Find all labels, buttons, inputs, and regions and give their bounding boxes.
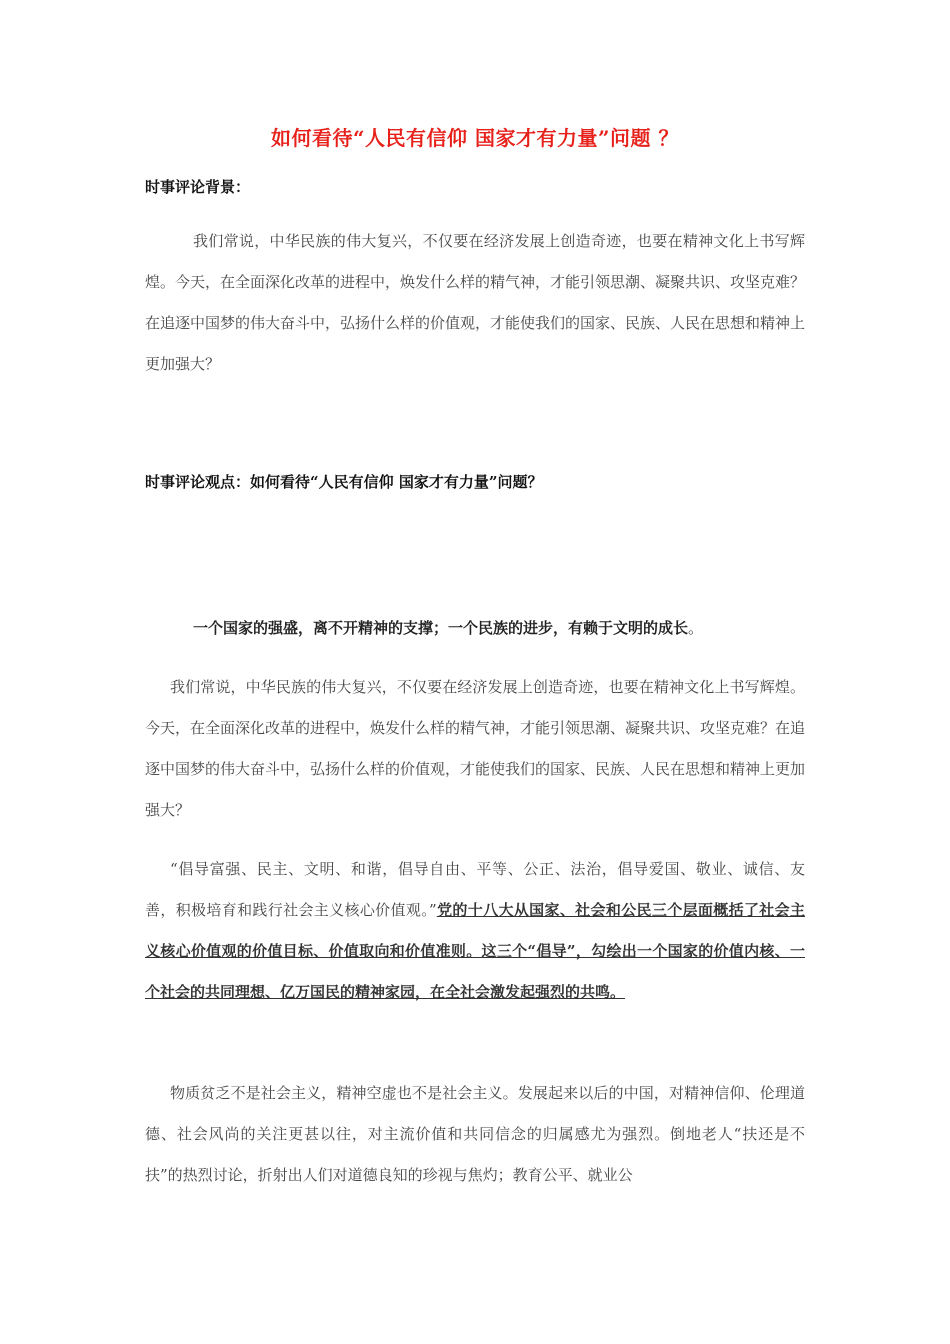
underlined-summary: 党的十八大从国家、社会和公民三个层面概括了社会主义核心价值观的价值目标、价值取向和价值准则。这三个“倡导”，勾绘出一个国家的价值内核、一个社会的共同理想、亿万国民的精神家园，在全社会激发起强烈的共鸣。 — [145, 901, 805, 1001]
background-heading: 时事评论背景： — [145, 178, 251, 196]
document-title: 如何看待“人民有信仰 国家才有力量”问题 ？ — [271, 126, 679, 150]
body-paragraph-4: 物质贫乏不是社会主义，精神空虚也不是社会主义。发展起来以后的中国，对精神信仰、伦理道德、社会风尚的关注更甚以往，对主流价值和共同信念的归属感尤为强烈。倒地老人“扶还是不扶”的热烈讨论，折射出人们对道德良知的珍视与焦灼；教育公平、就业公 — [145, 1084, 805, 1184]
lead-sentence-bold: 一个国家的强盛，离不开精神的支撑；一个民族的进步，有赖于文明的成长 — [193, 619, 689, 637]
lead-sentence — [193, 617, 703, 638]
viewpoint-heading: 时事评论观点：如何看待“人民有信仰 国家才有力量”问题？ — [145, 473, 543, 491]
body-paragraph-2: 我们常说，中华民族的伟大复兴，不仅要在经济发展上创造奇迹，也要在精神文化上书写辉煌。今天，在全面深化改革的进程中，焕发什么样的精气神，才能引领思潮、凝聚共识、攻坚克难？在追逐中国梦的伟大奋斗中，弘扬什么样的价值观，才能使我们的国家、民族、人民在思想和精神上更加强大？ — [145, 678, 806, 819]
background-paragraph: 我们常说，中华民族的伟大复兴，不仅要在经济发展上创造奇迹，也要在精神文化上书写辉煌。今天，在全面深化改革的进程中，焕发什么样的精气神，才能引领思潮、凝聚共识、攻坚克难？在追逐中国梦的伟大奋斗中，弘扬什么样的价值观，才能使我们的国家、民族、人民在思想和精神上更加强大？ — [145, 232, 806, 373]
body-paragraph-3 — [145, 849, 805, 1013]
core-values-quote: “倡导富强、民主、文明、和谐，倡导自由、平等、公正、法治，倡导爱国、敬业、诚信、友善，积极培育和践行社会主义核心价值观。” — [145, 860, 805, 919]
lead-sentence-end: 。 — [688, 619, 704, 637]
